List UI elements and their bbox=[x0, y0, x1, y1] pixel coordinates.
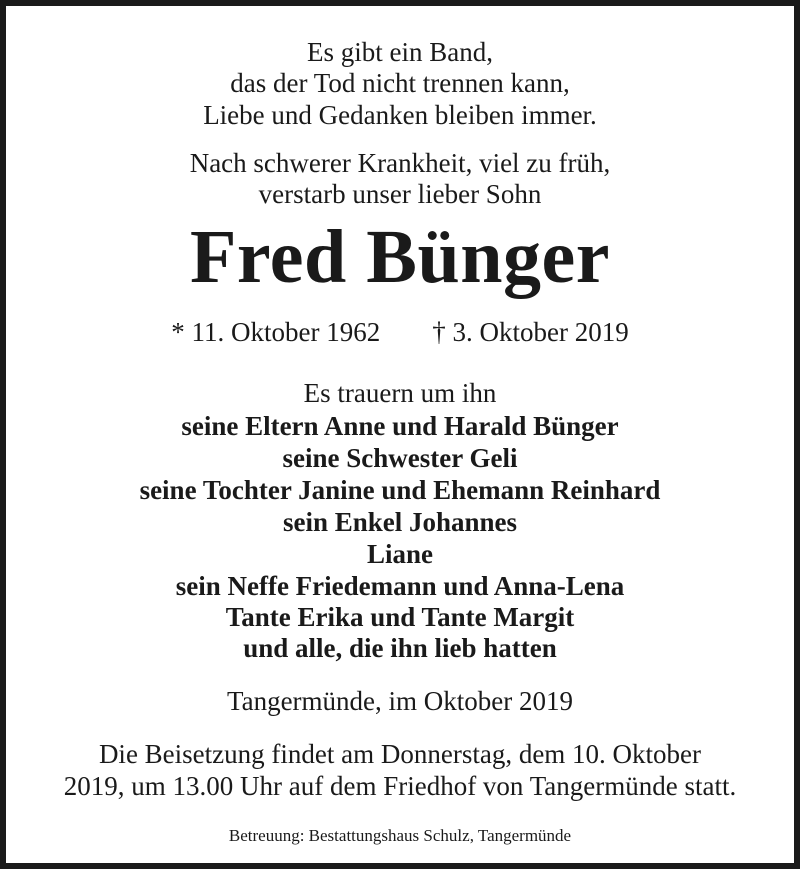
deceased-name: Fred Bünger bbox=[190, 215, 610, 299]
intro-line: Nach schwerer Krankheit, viel zu früh, bbox=[189, 148, 611, 178]
place-date: Tangermünde, im Oktober 2019 bbox=[226, 686, 574, 716]
verse-line: das der Tod nicht trennen kann, bbox=[230, 68, 570, 98]
funeral-info-line: 2019, um 13.00 Uhr auf dem Friedhof von Tangermünde statt. bbox=[63, 771, 737, 801]
mourner-line: Liane bbox=[366, 539, 433, 569]
mourners-intro: Es trauern um ihn bbox=[303, 378, 497, 408]
mourner-line: sein Enkel Johannes bbox=[282, 507, 518, 537]
mourner-line: Tante Erika und Tante Margit bbox=[225, 602, 575, 632]
mourner-line: und alle, die ihn lieb hatten bbox=[243, 633, 557, 663]
birth-date: * 11. Oktober 1962 bbox=[171, 317, 381, 347]
mourner-line: seine Tochter Janine und Ehemann Reinhard bbox=[139, 475, 661, 505]
death-date: † 3. Oktober 2019 bbox=[432, 317, 629, 347]
intro-line: verstarb unser lieber Sohn bbox=[258, 179, 542, 209]
life-dates bbox=[6, 319, 794, 346]
funeral-home-credit: Betreuung: Bestattungshaus Schulz, Tangermünde bbox=[228, 826, 572, 845]
mourner-line: sein Neffe Friedemann und Anna-Lena bbox=[175, 571, 625, 601]
mourner-line: seine Schwester Geli bbox=[282, 443, 518, 473]
verse-line: Liebe und Gedanken bleiben immer. bbox=[203, 100, 597, 130]
mourner-line: seine Eltern Anne und Harald Bünger bbox=[181, 411, 619, 441]
verse-line: Es gibt ein Band, bbox=[307, 37, 493, 67]
funeral-info-line: Die Beisetzung findet am Donnerstag, dem 10. Oktober bbox=[98, 739, 702, 769]
